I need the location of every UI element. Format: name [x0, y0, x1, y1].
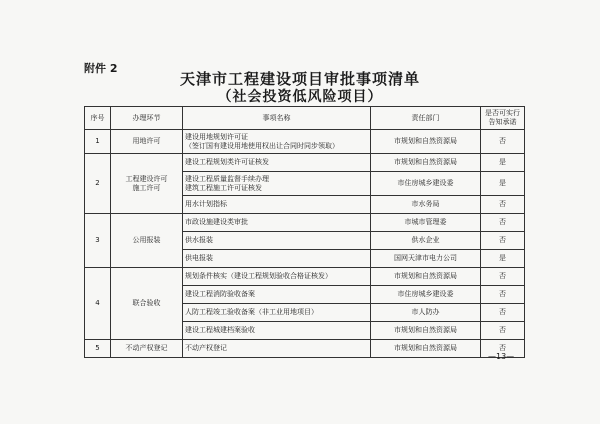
row-stage: 工程建设许可 施工许可: [111, 154, 183, 214]
row-item-name: 建设用地规划许可证 （签订国有建设用地使用权出让合同时同步领取）: [183, 130, 371, 154]
row-promise: 否: [481, 232, 525, 250]
row-department: 供水企业: [371, 232, 481, 250]
row-promise: 否: [481, 322, 525, 340]
row-promise: 否: [481, 130, 525, 154]
row-department: 市规划和自然资源局: [371, 130, 481, 154]
row-stage: 联合验收: [111, 268, 183, 340]
row-promise: 否: [481, 214, 525, 232]
row-item-name: 建设工程质量监督手续办理 建筑工程施工许可证核发: [183, 172, 371, 196]
row-promise: 否: [481, 268, 525, 286]
row-item-name: 市政设施建设类审批: [183, 214, 371, 232]
row-stage: 公用报装: [111, 214, 183, 268]
table-row: [85, 268, 525, 286]
row-item-name: 建设工程消防验收备案: [183, 286, 371, 304]
row-department: 市住房城乡建设委: [371, 286, 481, 304]
table-header-row: [85, 107, 525, 130]
table-row: [85, 154, 525, 172]
table-row: [85, 340, 525, 358]
row-department: 市住房城乡建设委: [371, 172, 481, 196]
table-row: [85, 130, 525, 154]
header-item-name: 事项名称: [183, 107, 371, 130]
attachment-label: 附件 2: [84, 62, 118, 75]
row-item-name: 用水计划指标: [183, 196, 371, 214]
row-stage: 不动产权登记: [111, 340, 183, 358]
row-item-name: 建设工程规划类许可证核发: [183, 154, 371, 172]
row-department: 市人防办: [371, 304, 481, 322]
row-department: 市规划和自然资源局: [371, 340, 481, 358]
row-department: 国网天津市电力公司: [371, 250, 481, 268]
header-department: 责任部门: [371, 107, 481, 130]
header-stage: 办理环节: [111, 107, 183, 130]
row-promise: 否: [481, 286, 525, 304]
row-item-name: 规划条件核实（建设工程规划验收合格证核发）: [183, 268, 371, 286]
row-no: 5: [85, 340, 111, 358]
row-department: 市规划和自然资源局: [371, 154, 481, 172]
document-subtitle: （社会投资低风险项目）: [217, 89, 383, 105]
row-promise: 是: [481, 172, 525, 196]
row-no: 1: [85, 130, 111, 154]
table-row: [85, 214, 525, 232]
row-department: 市规划和自然资源局: [371, 268, 481, 286]
approval-items-table: [84, 106, 525, 358]
row-no: 3: [85, 214, 111, 268]
row-promise: 否: [481, 196, 525, 214]
header-promise: 是否可实行告知承诺: [481, 107, 525, 130]
row-item-name: 人防工程竣工验收备案（非工业用地项目）: [183, 304, 371, 322]
row-promise: 否: [481, 304, 525, 322]
row-no: 4: [85, 268, 111, 340]
page-number: —13—: [488, 352, 515, 361]
row-promise: 是: [481, 250, 525, 268]
row-item-name: 供电报装: [183, 250, 371, 268]
row-promise: 是: [481, 154, 525, 172]
header-no: 序号: [85, 107, 111, 130]
document-title: 天津市工程建设项目审批事项清单: [179, 70, 420, 88]
row-department: 市水务局: [371, 196, 481, 214]
row-promise: 否: [481, 340, 525, 358]
row-no: 2: [85, 154, 111, 214]
row-stage: 用地许可: [111, 130, 183, 154]
row-item-name: 不动产权登记: [183, 340, 371, 358]
row-item-name: 供水报装: [183, 232, 371, 250]
row-department: 市城市管理委: [371, 214, 481, 232]
row-item-name: 建设工程城建档案验收: [183, 322, 371, 340]
row-department: 市规划和自然资源局: [371, 322, 481, 340]
